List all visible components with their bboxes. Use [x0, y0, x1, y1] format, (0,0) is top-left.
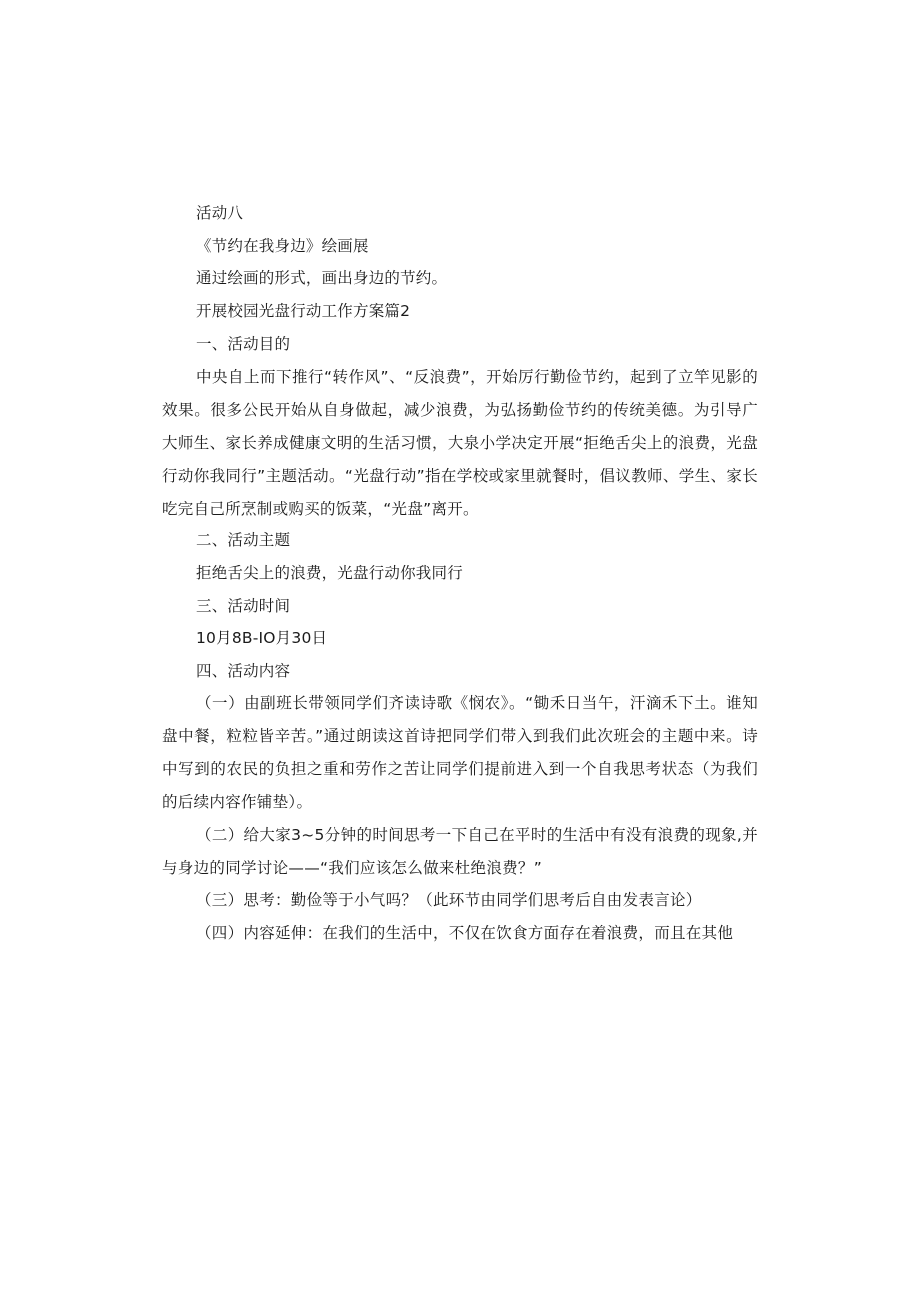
content-item-3: （三）思考：勤俭等于小气吗？（此环节由同学们思考后自由发表言论） — [196, 891, 702, 909]
section2-heading: 二、活动主题 — [196, 531, 291, 549]
section1-heading: 一、活动目的 — [196, 335, 291, 353]
content-item-2: （二）给大家3~5分钟的时间思考一下自己在平时的生活中有没有浪费的现象,并与身边的同学讨论——“我们应该怎么做来杜绝浪费？” — [162, 826, 758, 877]
content-item-4: （四）内容延伸：在我们的生活中，不仅在饮食方面存在着浪费，而且在其他 — [196, 924, 734, 942]
section3-heading: 三、活动时间 — [196, 597, 291, 615]
section4-heading: 四、活动内容 — [196, 662, 291, 680]
activity8-title: 《节约在我身边》绘画展 — [196, 237, 369, 255]
activity8-description: 通过绘画的形式，画出身边的节约。 — [196, 269, 448, 287]
plan-title: 开展校园光盘行动工作方案篇2 — [196, 302, 411, 320]
section1-body: 中央自上而下推行“转作风”、“反浪费”，开始厉行勤俭节约，起到了立竿见影的效果。很多公民开始从自身做起，减少浪费，为弘扬勤俭节约的传统美德。为引导广大师生、家长养成健康文明的生活习惯，大泉小学决定开展“拒绝舌尖上的浪费，光盘行动你我同行”主题活动。“光盘行动”指在学校或家里就餐时，倡议教师、学生、家长吃完自己所烹制或购买的饭菜，“光盘”离开。 — [162, 368, 758, 518]
content-item-1: （一）由副班长带领同学们齐读诗歌《悯农》。“锄禾日当午，汗滴禾下土。谁知盘中餐，粒粒皆辛苦。”通过朗读这首诗把同学们带入到我们此次班会的主题中来。诗中写到的农民的负担之重和劳作之苦让同学们提前进入到一个自我思考状态（为我们的后续内容作铺垫）。 — [162, 694, 758, 811]
section3-body: 10月8B-IO月30日 — [196, 629, 328, 647]
section2-body: 拒绝舌尖上的浪费，光盘行动你我同行 — [196, 564, 463, 582]
activity8-heading: 活动八 — [196, 204, 244, 222]
